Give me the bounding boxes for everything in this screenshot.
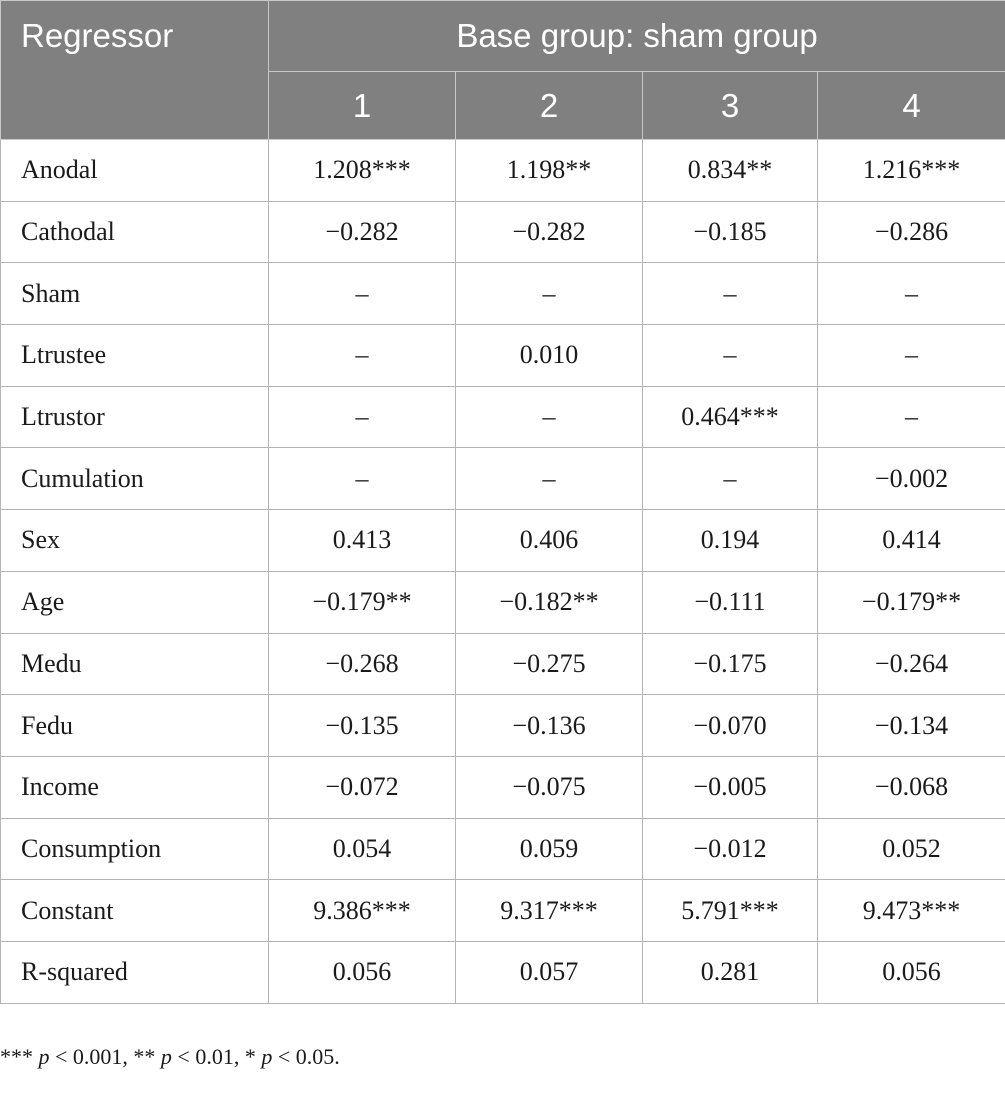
header-row-group	[1, 1, 1005, 72]
coefficient-cell-model-3: −0.175	[643, 633, 818, 695]
coefficient-cell-model-2: −0.182**	[456, 571, 643, 633]
coefficient-cell-model-2: 0.057	[456, 941, 643, 1003]
regressor-name-cell: Ltrustee	[1, 325, 269, 387]
regressor-name-cell: Fedu	[1, 695, 269, 757]
regressor-name-cell: Sex	[1, 510, 269, 572]
coefficient-cell-model-3: −0.012	[643, 818, 818, 880]
coefficient-cell-model-3: −0.005	[643, 756, 818, 818]
coefficient-cell-model-2: −0.275	[456, 633, 643, 695]
coefficient-cell-model-3: 0.464***	[643, 386, 818, 448]
table-row	[1, 880, 1005, 942]
regressor-name-cell: Cathodal	[1, 201, 269, 263]
footnote-p-2: p	[160, 1044, 172, 1069]
coefficient-cell-model-2: –	[456, 448, 643, 510]
coefficient-cell-model-1: 9.386***	[269, 880, 456, 942]
footnote-threshold-3: < 0.05.	[272, 1044, 340, 1069]
table-row	[1, 386, 1005, 448]
coefficient-cell-model-4: −0.068	[818, 756, 1005, 818]
footnote-threshold-1: < 0.001, **	[49, 1044, 161, 1069]
table-row	[1, 263, 1005, 325]
table-row	[1, 633, 1005, 695]
coefficient-cell-model-2: −0.136	[456, 695, 643, 757]
table-row	[1, 510, 1005, 572]
coefficient-cell-model-3: –	[643, 263, 818, 325]
table-row	[1, 695, 1005, 757]
coefficient-cell-model-4: –	[818, 263, 1005, 325]
coefficient-cell-model-1: –	[269, 263, 456, 325]
footnote-stars-1: ***	[0, 1044, 39, 1069]
coefficient-cell-model-4: −0.134	[818, 695, 1005, 757]
regressor-name-cell: Income	[1, 756, 269, 818]
regressor-name-cell: Anodal	[1, 140, 269, 202]
coefficient-cell-model-1: 1.208***	[269, 140, 456, 202]
table-row	[1, 941, 1005, 1003]
model-3-header: 3	[643, 72, 818, 140]
footnote-p-1: p	[38, 1044, 50, 1069]
model-2-header: 2	[456, 72, 643, 140]
table-body	[1, 140, 1005, 1004]
coefficient-cell-model-3: 0.281	[643, 941, 818, 1003]
table-row	[1, 201, 1005, 263]
coefficient-cell-model-1: −0.135	[269, 695, 456, 757]
coefficient-cell-model-2: 0.010	[456, 325, 643, 387]
coefficient-cell-model-4: –	[818, 325, 1005, 387]
coefficient-cell-model-4: 0.414	[818, 510, 1005, 572]
regressor-name-cell: R-squared	[1, 941, 269, 1003]
coefficient-cell-model-3: 0.834**	[643, 140, 818, 202]
regressor-name-cell: Constant	[1, 880, 269, 942]
coefficient-cell-model-1: –	[269, 448, 456, 510]
regressor-name-cell: Medu	[1, 633, 269, 695]
coefficient-cell-model-3: −0.070	[643, 695, 818, 757]
coefficient-cell-model-2: 1.198**	[456, 140, 643, 202]
coefficient-cell-model-2: 0.059	[456, 818, 643, 880]
regressor-name-cell: Sham	[1, 263, 269, 325]
coefficient-cell-model-1: –	[269, 386, 456, 448]
coefficient-cell-model-4: –	[818, 386, 1005, 448]
coefficient-cell-model-4: −0.264	[818, 633, 1005, 695]
coefficient-cell-model-3: −0.185	[643, 201, 818, 263]
coefficient-cell-model-4: −0.002	[818, 448, 1005, 510]
table-row	[1, 325, 1005, 387]
coefficient-cell-model-2: –	[456, 386, 643, 448]
regressor-name-cell: Age	[1, 571, 269, 633]
coefficient-cell-model-2: −0.075	[456, 756, 643, 818]
table-row	[1, 756, 1005, 818]
significance-footnote	[0, 1044, 340, 1070]
coefficient-cell-model-1: 0.054	[269, 818, 456, 880]
regressor-name-cell: Cumulation	[1, 448, 269, 510]
coefficient-cell-model-1: 0.413	[269, 510, 456, 572]
coefficient-cell-model-1: –	[269, 325, 456, 387]
coefficient-cell-model-2: −0.282	[456, 201, 643, 263]
table-row	[1, 571, 1005, 633]
table-row	[1, 448, 1005, 510]
footnote-threshold-2: < 0.01, *	[171, 1044, 262, 1069]
coefficient-cell-model-4: 0.052	[818, 818, 1005, 880]
footnote-p-3: p	[261, 1044, 273, 1069]
regressor-column-header: Regressor	[1, 1, 269, 140]
coefficient-cell-model-3: –	[643, 448, 818, 510]
table-row	[1, 140, 1005, 202]
coefficient-cell-model-4: 9.473***	[818, 880, 1005, 942]
model-4-header: 4	[818, 72, 1005, 140]
model-1-header: 1	[269, 72, 456, 140]
regressor-name-cell: Consumption	[1, 818, 269, 880]
table-row	[1, 818, 1005, 880]
table-header	[1, 1, 1005, 140]
coefficient-cell-model-3: 5.791***	[643, 880, 818, 942]
coefficient-cell-model-2: –	[456, 263, 643, 325]
coefficient-cell-model-4: −0.179**	[818, 571, 1005, 633]
coefficient-cell-model-2: 0.406	[456, 510, 643, 572]
base-group-header: Base group: sham group	[269, 1, 1005, 72]
coefficient-cell-model-1: −0.268	[269, 633, 456, 695]
coefficient-cell-model-2: 9.317***	[456, 880, 643, 942]
coefficient-cell-model-1: −0.072	[269, 756, 456, 818]
coefficient-cell-model-3: 0.194	[643, 510, 818, 572]
coefficient-cell-model-3: –	[643, 325, 818, 387]
coefficient-cell-model-1: −0.179**	[269, 571, 456, 633]
regressor-name-cell: Ltrustor	[1, 386, 269, 448]
coefficient-cell-model-4: 0.056	[818, 941, 1005, 1003]
coefficient-cell-model-1: −0.282	[269, 201, 456, 263]
coefficient-cell-model-3: −0.111	[643, 571, 818, 633]
coefficient-cell-model-1: 0.056	[269, 941, 456, 1003]
coefficient-cell-model-4: 1.216***	[818, 140, 1005, 202]
coefficient-cell-model-4: −0.286	[818, 201, 1005, 263]
